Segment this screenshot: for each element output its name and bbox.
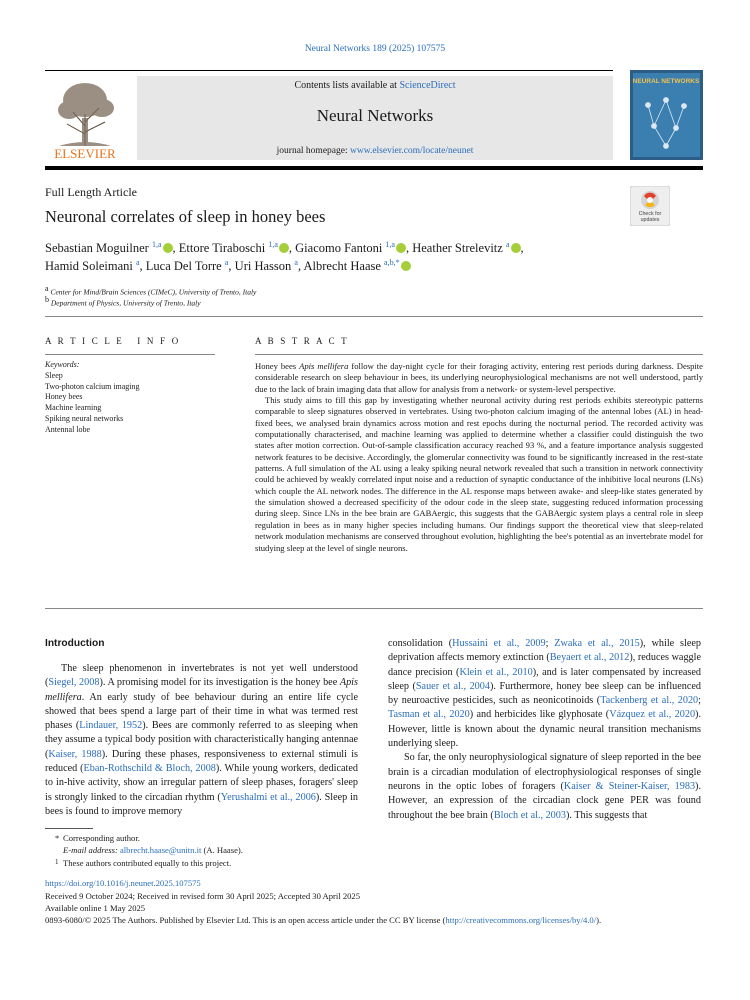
author-name[interactable]: Uri Hasson [234,259,292,274]
copyright-line: 0893-6080/© 2025 The Authors. Published by Elsevier Ltd. This is an open access article under the CC BY license (http://creativecommons.org/licenses/by/4.0/). [45,915,602,925]
orcid-icon[interactable] [511,243,521,253]
keyword-item: Sleep [45,371,63,380]
section-rule [45,316,703,317]
citation-link[interactable]: Vázquez et al., 2020 [609,709,696,721]
citation-link[interactable]: Kaiser, 1988 [48,748,102,760]
body-paragraph: consolidation (Hussaini et al., 2009; Zwaka et al., 2015), while sleep deprivation affects memory extinction (Beyaert et al., 2012), reduces waggle dance precision (Klein et al., 2010), and is later compensated by increased sleep (Sauer et al., 2004). Furthermore, honey bee sleep can be influenced by neuroactive pesticides, such as neonicotinoids (Tackenberg et al., 2020; Tasman et al., 2020) and herbicides like glyphosate (Vázquez et al., 2020). However, little is known about the dynamic neural transition mechanisms underlying sleep. [388,638,702,750]
equal-contribution-note: 1 These authors contributed equally to this project. [55,858,232,868]
citation-link[interactable]: Sauer et al., 2004 [415,680,490,692]
citation-link[interactable]: Kaiser & Steiner-Kaiser, 1983 [563,780,696,792]
article-title: Neuronal correlates of sleep in honey bees [45,207,326,226]
cover-title: NEURAL NETWORKS [632,78,700,85]
header-top-rule [45,70,613,71]
author-name[interactable]: Hamid Soleimani [45,259,133,274]
footnotes [45,832,243,869]
abstract-paragraph: This study aims to fill this gap by investigating whether neuronal activity during rest periods exhibits stereotypic patterns comparable to sleep signatures observed in vertebrates. Using two-photon calcium imaging of the antennal lobes (AL) in head-fixed bees, we analysed brain dynamics across motion and rest epochs during the nocturnal period. The recorded activity was computationally characterised, and machine learning was applied to determine whether a classifier could distinguish the two states after motion correction. Out-of-sample classification accuracy reached 93 %, and a feature importance analysis suggested network features to be decisive. Accordingly, the glomerular connectivity was found to be significantly increased in the rest-state patterns. A full simulation of the AL using a leaky spiking neural network revealed that such a transition in network connectivity could be achieved by weakly correlated input noise and a reduction of synaptic conductance of the inhibitive local neurons (LNs) which couple the AL network nodes. The difference in the AL response maps between awake- and sleep-like states generated by the simulation showed a decreased specificity of the odour code in the sleep state, suggesting reduced information processing during sleep. Since LNs in the bee brain are GABAergic, this suggests that the GABAergic system plays a central role in sleep regulation in bees as in many higher species including humans. Our findings support the theoretical view that sleep-related network modulation mechanisms are conserved throughout evolution, highlighting the bee's potential as an invertebrate model for studying sleep at the level of single neurons. [255,395,703,553]
author-name[interactable]: Albrecht Haase [303,259,381,274]
abstract-paragraph: Honey bees Apis mellifera follow the day-night cycle for their foraging activity, entering rest periods during darkness. Despite considerable research on sleep behaviour in bees, its underlying neurophysiological mechanisms are not well understood, partly due to the lack of brain imaging data that allow for analysis from a network- or system-level perspective. [255,361,703,394]
journal-cover-image[interactable] [630,70,703,160]
journal-name: Neural Networks [316,106,434,125]
citation-link[interactable]: Yerushalmi et al., 2006 [220,791,316,803]
keyword-item: Antennal lobe [45,424,91,434]
orcid-icon[interactable] [396,243,406,253]
author-name[interactable]: Sebastian Moguilner [45,241,149,256]
orcid-icon[interactable] [163,243,173,253]
abstract-rule [255,354,703,355]
affiliation-a: $^a$ Center for Mind/Brain Sciences (CIMeC), University of Trento, Italy [45,284,257,297]
keyword-item: Two-photon calcium imaging [45,381,140,391]
article-info-heading: A R T I C L E I N F O [45,336,181,346]
crossmark-label: Check for updates [638,211,662,223]
keywords-label: Keywords: [45,360,80,369]
keyword-list [45,371,140,435]
citation-link[interactable]: Zwaka et al., 2015 [554,638,640,649]
publisher-name: ELSEVIER [54,146,116,160]
author-line-1: Sebastian Moguilner $^{1,a}$ , Ettore Tiraboschi $^{1,a}$ , Giacomo Fantoni $^{1,a}$ , Heather Strelevitz $^a$ , [45,240,524,256]
received-dates: Received 9 October 2024; Received in revised form 30 April 2025; Accepted 30 April 2025 [45,891,361,901]
article-info-rule [45,354,215,355]
citation-link[interactable]: Beyaert et al., 2012 [549,652,630,664]
author-name[interactable]: Heather Strelevitz [412,241,503,256]
body-paragraph: So far, the only neurophysiological signature of sleep reported in the bee brain is a circadian modulation of electrophysiological responses of single neurons in the optic lobes of foragers (Kaiser & Steiner-Kaiser, 1983). However, an expression of the circadian clock gene PER was found throughout the bee brain (Bloch et al., 2003). This suggests that [388,752,701,821]
affiliation-b: $^b$ Department of Physics, University of Trento, Italy [45,295,201,308]
email-note: E-mail address: albrecht.haase@unitn.it (A. Haase). [63,845,243,855]
homepage-link[interactable]: www.elsevier.com/locate/neunet [349,146,474,156]
elsevier-logo[interactable] [45,76,125,160]
email-link[interactable]: albrecht.haase@unitn.it [119,845,202,855]
citation-link[interactable]: Klein et al., 2010 [459,666,533,678]
journal-citation-link[interactable]: Neural Networks 189 (2025) 107575 [304,44,446,54]
header-thick-rule [45,166,703,170]
keyword-item: Machine learning [45,403,102,413]
keyword-item: Honey bees [45,392,83,402]
orcid-icon[interactable] [401,261,411,271]
author-name[interactable]: Luca Del Torre [145,259,222,274]
body-column-left [45,662,358,819]
abstract-bottom-rule [45,608,703,609]
abstract-text [255,361,703,554]
citation-link[interactable]: Hussaini et al., 2009 [452,638,546,649]
keyword-item: Spiking neural networks [45,413,124,423]
author-line-2: Hamid Soleimani $^a$, Luca Del Torre $^a$, Uri Hasson $^a$, Albrecht Haase $^{a,b,*}$ [45,258,411,274]
sciencedirect-link[interactable]: ScienceDirect [399,80,456,91]
citation-link[interactable]: Siegel, 2008 [48,677,100,689]
citation-link[interactable]: Eban-Rothschild & Bloch, 2008 [83,763,216,775]
introduction-heading: Introduction [45,638,105,649]
check-for-updates-badge[interactable] [630,186,670,226]
author-name[interactable]: Giacomo Fantoni [295,241,383,256]
license-link[interactable]: http://creativecommons.org/licenses/by/4.0/ [445,915,597,925]
body-column-right [388,637,701,823]
journal-banner [137,76,613,160]
citation-link[interactable]: Bloch et al., 2003 [493,809,566,821]
citation-link[interactable]: Tasman et al., 2020 [388,709,470,721]
author-name[interactable]: Ettore Tiraboschi [178,241,266,256]
abstract-heading: A B S T R A C T [255,336,349,346]
online-date: Available online 1 May 2025 [45,903,146,913]
corresponding-author-note: * Corresponding author. [55,833,140,843]
body-paragraph: The sleep phenomenon in invertebrates is not yet well understood (Siegel, 2008). A promising model for its investigation is the honey bee Apis mellifera. An early study of bee behaviour during an entire life cycle showed that bees spend a large part of their time in what was termed rest phases (Lindauer, 1952). Bees are commonly referred to as sleeping when they assume a typical body position with characteristically hanging antennae (Kaiser, 1988). During these phases, responsiveness to external stimuli is reduced (Eban-Rothschild & Bloch, 2008). While young workers, dedicated to in-hive activity, show an irregular pattern of sleep phases, foragers' sleep is strongly linked to the circadian rhythm (Yerushalmi et al., 2006). Sleep in bees is found to improve memory [45,663,358,817]
article-type: Full Length Article [45,185,137,199]
orcid-icon[interactable] [279,243,289,253]
citation-link[interactable]: Tackenberg et al., 2020 [600,695,699,707]
doi-link[interactable]: https://doi.org/10.1016/j.neunet.2025.107575 [45,878,201,888]
contents-line: Contents lists available at ScienceDirect [294,80,456,91]
footnote-rule [45,828,93,829]
homepage-line: journal homepage: www.elsevier.com/locate/neunet [276,146,474,156]
citation-link[interactable]: Lindauer, 1952 [79,720,143,732]
